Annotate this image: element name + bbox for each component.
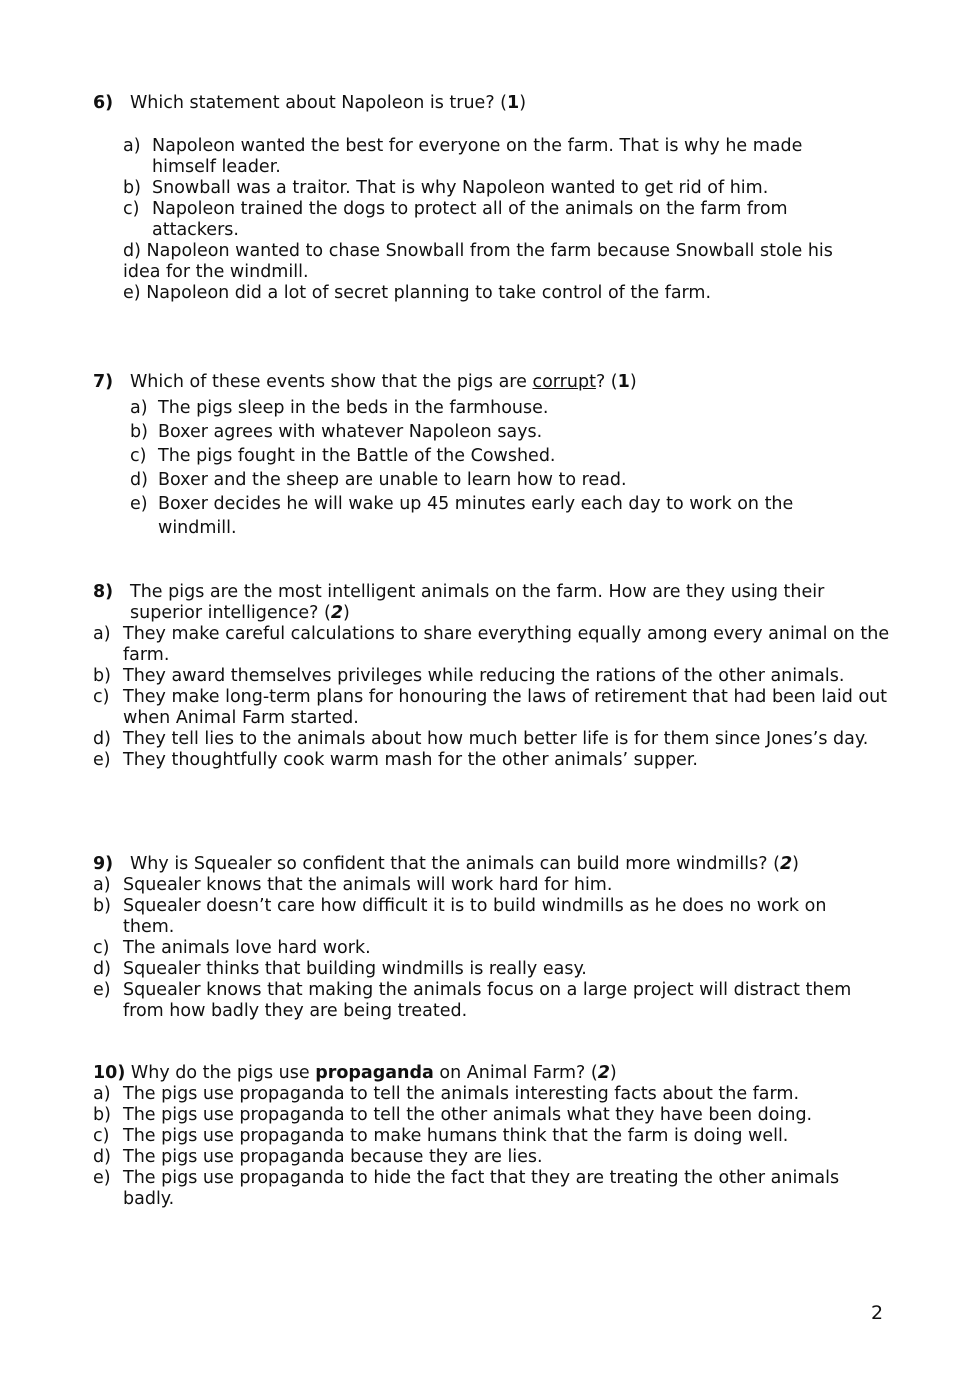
question-text: Why do the pigs use propaganda on Animal Farm? (2): [125, 1063, 617, 1083]
question-text: Which statement about Napoleon is true? (1): [130, 93, 527, 113]
question-number: 6): [93, 93, 114, 113]
question-text: The pigs are the most intelligent animals on the farm. How are they using their superior intelligence? (2): [130, 582, 825, 623]
option-a: a) Napoleon wanted the best for everyone on the farm. That is why he made himself leader.: [123, 136, 803, 177]
question-8-options: [93, 624, 893, 771]
option-a: a) They make careful calculations to share everything equally among every animal on the farm.: [93, 624, 890, 665]
option-b: b) Squealer doesn’t care how difficult it is to build windmills as he does no work on them.: [93, 896, 827, 937]
option-d: d) They tell lies to the animals about how much better life is for them since Jones’s day.: [93, 729, 869, 749]
option-c: c) They make long-term plans for honouring the laws of retirement that had been laid out when Animal Farm started.: [93, 687, 888, 728]
question-7-stem: [93, 372, 893, 393]
option-a: a) Squealer knows that the animals will work hard for him.: [93, 875, 613, 895]
question-9: [93, 854, 893, 1022]
question-7: [93, 372, 893, 540]
option-c: c) Napoleon trained the dogs to protect all of the animals on the farm from attackers.: [123, 199, 788, 240]
question-9-options: [93, 875, 893, 1022]
question-10: [93, 1063, 893, 1210]
option-b: b) The pigs use propaganda to tell the other animals what they have been doing.: [93, 1105, 813, 1125]
option-c: c) The animals love hard work.: [93, 938, 371, 958]
question-6: [93, 93, 893, 304]
question-10-options: [93, 1084, 878, 1210]
option-e: e) Napoleon did a lot of secret planning to take control of the farm.: [123, 283, 712, 303]
option-a: a) The pigs use propaganda to tell the animals interesting facts about the farm.: [93, 1084, 800, 1104]
option-c: c) The pigs fought in the Battle of the Cowshed.: [130, 446, 556, 466]
option-d: d) Boxer and the sheep are unable to learn how to read.: [130, 470, 627, 490]
option-d: d) Napoleon wanted to chase Snowball from the farm because Snowball stole his idea for the windmill.: [123, 241, 833, 282]
question-8-stem: [93, 582, 863, 624]
question-10-stem: [93, 1063, 893, 1084]
question-7-options: [93, 396, 893, 540]
question-8: [93, 582, 893, 771]
question-text: Why is Squealer so confident that the animals can build more windmills? (2): [130, 854, 799, 874]
option-d: d) The pigs use propaganda because they are lies.: [93, 1147, 543, 1167]
option-e: e) The pigs use propaganda to hide the fact that they are treating the other animals badly.: [93, 1168, 840, 1209]
question-number: 10): [93, 1063, 126, 1083]
option-a: a) The pigs sleep in the beds in the farmhouse.: [130, 398, 549, 418]
option-d: d) Squealer thinks that building windmills is really easy.: [93, 959, 587, 979]
question-9-stem: [93, 854, 893, 875]
question-number: 9): [93, 854, 114, 874]
option-b: b) Boxer agrees with whatever Napoleon says.: [130, 422, 543, 442]
page-number: 2: [871, 1302, 884, 1324]
option-e: e) They thoughtfully cook warm mash for the other animals’ supper.: [93, 750, 698, 770]
option-e: e) Boxer decides he will wake up 45 minutes early each day to work on the windmill.: [130, 494, 794, 538]
question-number: 7): [93, 372, 114, 392]
option-e: e) Squealer knows that making the animals focus on a large project will distract them from how badly they are being treated.: [93, 980, 852, 1021]
question-6-stem: [93, 93, 893, 114]
question-number: 8): [93, 582, 114, 602]
option-b: b) Snowball was a traitor. That is why Napoleon wanted to get rid of him.: [123, 178, 769, 198]
question-6-options: [93, 136, 893, 304]
option-b: b) They award themselves privileges while reducing the rations of the other animals.: [93, 666, 845, 686]
option-c: c) The pigs use propaganda to make humans think that the farm is doing well.: [93, 1126, 789, 1146]
question-text: Which of these events show that the pigs are corrupt? (1): [130, 372, 637, 392]
